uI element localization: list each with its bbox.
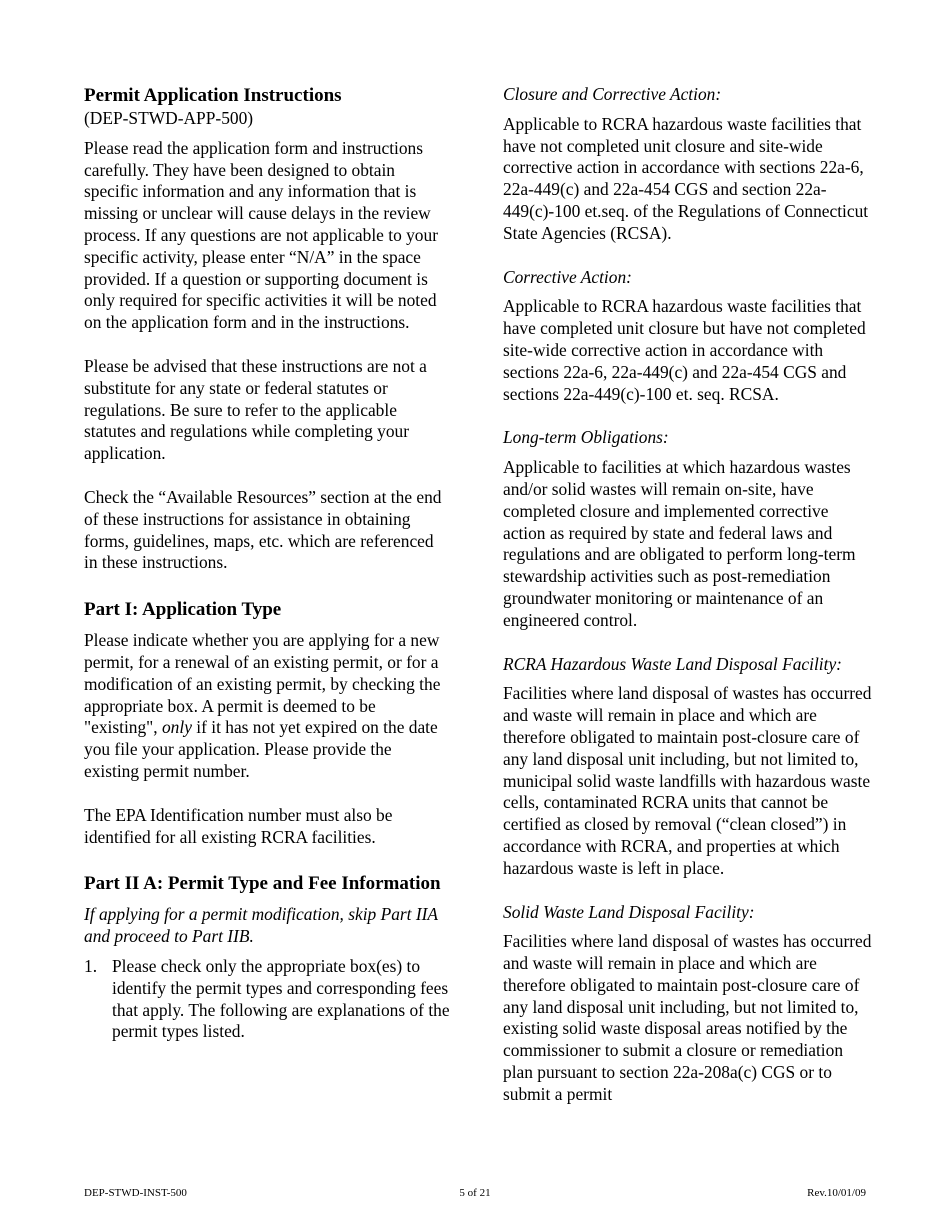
item-number: 1.: [84, 955, 98, 976]
part2a-heading: Part II A: Permit Type and Fee Information: [84, 873, 441, 895]
closure-corrective-text: Applicable to RCRA hazardous waste facilities that have not completed unit closure and site-wide corrective action in accordance with sections 22a-6, 22a-449(c) and 22a-454 CGS and section 22a-449(c)-100 et.seq. of the Regulations of Connecticut State Agencies (RCSA).: [503, 113, 869, 243]
long-term-heading: Long-term Obligations:: [503, 427, 669, 448]
part1-epa-text: The EPA Identification number must also be identified for all existing RCRA facilities.: [84, 804, 393, 847]
corrective-action-text: Applicable to RCRA hazardous waste facilities that have completed unit closure but have not completed site-wide corrective action in accordance with sections 22a-6, 22a-449(c) and 22a-454 CGS and sections 22a-449(c)-100 et. seq. RCSA.: [503, 296, 866, 404]
part1-text: Please indicate whether you are applying for a new permit, for a renewal of an existing permit, or for a modification of an existing permit, by checking the appropriate box. A permit is deemed to be "existing", only if it has not yet expired on the date you file your application. Please provide the existing permit number.: [84, 630, 441, 781]
emphasis-only: only: [161, 717, 192, 738]
footer-doc-id: DEP-STWD-INST-500: [84, 1187, 187, 1199]
page-title: Permit Application Instructions: [84, 85, 342, 106]
resources-paragraph: Check the “Available Resources” section at the end of these instructions for assistance in obtaining forms, guidelines, maps, etc. which are referenced in these instructions.: [84, 486, 442, 573]
footer-page-number: 5 of 21: [459, 1187, 491, 1199]
rcra-land-disposal-heading: RCRA Hazardous Waste Land Disposal Facility:: [503, 653, 842, 674]
left-column: [84, 84, 450, 1043]
footer-revision: Rev.10/01/09: [807, 1187, 866, 1199]
disclaimer-paragraph: Please be advised that these instructions are not a substitute for any state or federal statutes or regulations. Be sure to refer to the applicable statutes and regulations while completing your application.: [84, 355, 427, 464]
rcra-land-disposal-text: Facilities where land disposal of wastes has occurred and waste will remain in place and which are therefore obligated to maintain post-closure care of any land disposal unit including, but not limited to, municipal solid waste landfills with hazardous waste cells, contaminated RCRA units that cannot be certified as closed by removal (“clean closed”) in accordance with RCRA, and properties at which hazardous waste is left in place.: [503, 683, 872, 878]
list-item: [84, 956, 450, 1043]
solid-waste-disposal-text: Facilities where land disposal of wastes has occurred and waste will remain in place and which are therefore obligated to maintain post-closure care of any land disposal unit including, but not limited to, existing solid waste disposal areas notified by the commissioner to submit a closure or remediation plan pursuant to section 22a-208a(c) CGS or to submit a permit: [503, 931, 872, 1104]
solid-waste-disposal-heading: Solid Waste Land Disposal Facility:: [503, 901, 755, 922]
part1-heading: Part I: Application Type: [84, 599, 282, 621]
intro-paragraph: Please read the application form and instructions carefully. They have been designed to obtain specific information and any information that is missing or unclear will cause delays in the review process. If any questions are not applicable to your specific activity, please enter “N/A” in the space provided. If a question or supporting document is only required for specific activities it will be noted on the application form and in the instructions.: [84, 137, 438, 333]
long-term-text: Applicable to facilities at which hazardous wastes and/or solid wastes will remain on-site, have completed closure and implemented corrective action as required by state and federal laws and regulations and are obligated to perform long-term stewardship activities such as post-remediation groundwater monitoring or maintenance of an engineered control.: [503, 457, 856, 630]
corrective-action-heading: Corrective Action:: [503, 266, 632, 287]
item-text: Please check only the appropriate box(es) to identify the permit types and corresponding fees that apply. The following are explanations of the permit types listed.: [112, 955, 450, 1042]
part2a-note: If applying for a permit modification, skip Part IIA and proceed to Part IIB.: [84, 904, 438, 947]
closure-corrective-heading: Closure and Corrective Action:: [503, 84, 722, 104]
form-code: (DEP-STWD-APP-500): [84, 108, 254, 128]
right-column: [503, 84, 875, 1106]
